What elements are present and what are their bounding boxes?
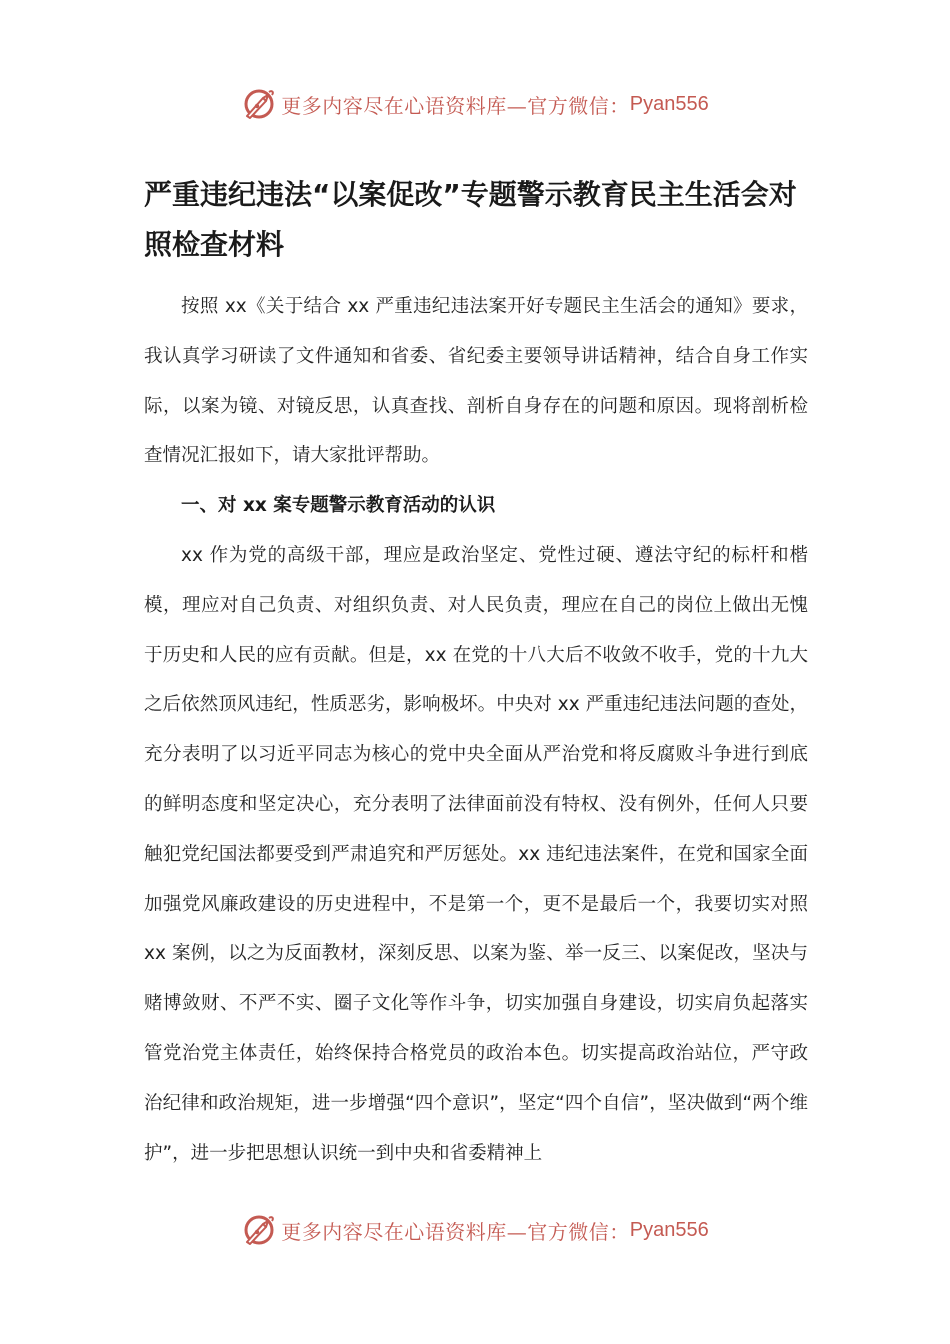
banner-text: 更多内容尽在心语资料库—官方微信： xyxy=(281,93,630,118)
banner-wechat-id: Pyan556 xyxy=(629,1218,709,1241)
footer-watermark-banner xyxy=(0,1210,950,1250)
document-body xyxy=(144,282,808,1178)
section-1-paragraph: xx 作为党的高级干部，理应是政治坚定、党性过硬、遵法守纪的标杆和楷模，理应对自己负责、对组织负责、对人民负责，理应在自己的岗位上做出无愧于历史和人民的应有贡献。但是，xx 在党的十八大后不收敛不收手，党的十九大之后依然顶风违纪，性质恶劣，影响极坏。中央对 xx 严重违纪违法问题的查处，充分表明了以习近平同志为核心的党中央全面从严治党和将反腐败斗争进行到底的鲜明态度和坚定决心，充分表明了法律面前没有特权、没有例外，任何人只要触犯党纪国法都要受到严肃追究和严厉惩处。xx 违纪违法案件，在党和国家全面加强党风廉政建设的历史进程中，不是第一个，更不是最后一个，我要切实对照 xx 案例，以之为反面教材，深刻反思、以案为鉴、举一反三、以案促改，坚决与赌博敛财、不严不实、圈子文化等作斗争，切实加强自身建设，切实肩负起落实管党治党主体责任，始终保持合格党员的政治本色。切实提高政治站位，严守政治纪律和政治规矩，进一步增强“四个意识”，坚定“四个自信”，坚决做到“两个维护”，进一步把思想认识统一到中央和省委精神上 xyxy=(144,544,808,1164)
header-watermark-banner xyxy=(0,84,950,124)
document-title: 严重违纪违法“以案促改”专题警示教育民主生活会对照检查材料 xyxy=(144,178,797,261)
pen-nib-circle-icon xyxy=(241,86,277,122)
banner-wechat-id: Pyan556 xyxy=(629,92,709,115)
banner-text: 更多内容尽在心语资料库—官方微信： xyxy=(281,1219,630,1244)
section-heading-1: 一、对 xx 案专题警示教育活动的认识 xyxy=(181,495,496,517)
intro-paragraph: 按照 xx《关于结合 xx 严重违纪违法案开好专题民主生活会的通知》要求，我认真学习研读了文件通知和省委、省纪委主要领导讲话精神，结合自身工作实际，以案为镜、对镜反思，认真查找、剖析自身存在的问题和原因。现将剖析检查情况汇报如下，请大家批评帮助。 xyxy=(144,296,808,467)
pen-nib-circle-icon xyxy=(241,1212,277,1248)
